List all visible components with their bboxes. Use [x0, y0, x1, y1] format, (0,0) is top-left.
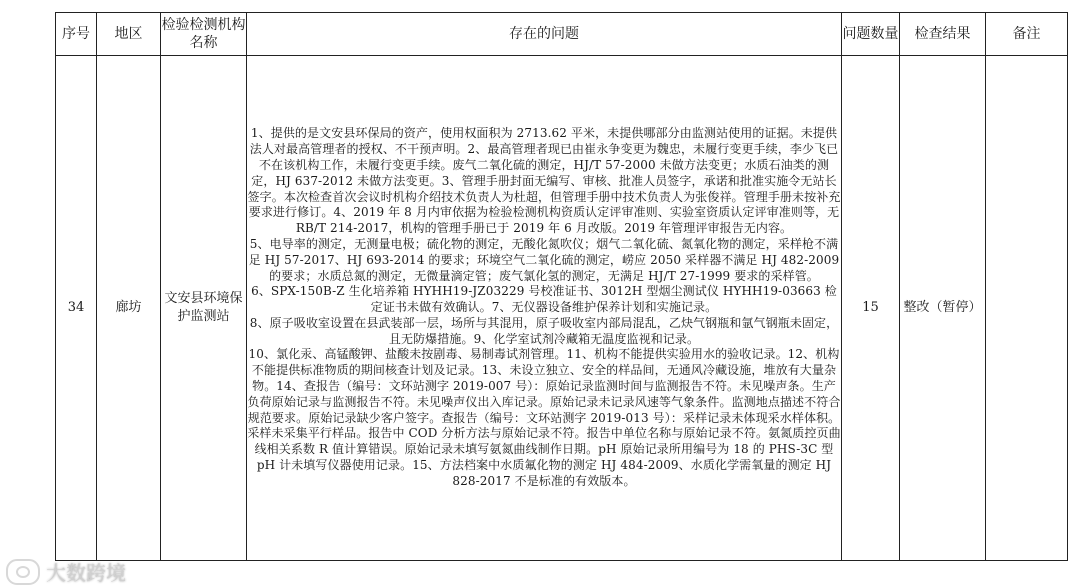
- header-issues: 存在的问题: [247, 13, 842, 56]
- issue-paragraph: 10、氯化汞、高锰酸钾、盐酸未按剧毒、易制毒试剂管理。11、机构不能提供实验用水的验收记录。12、机构不能提供标准物质的期间核查计划及记录。13、未设立独立、安全的样品间，无通风冷藏设施，堆放有大量杂物。14、查报告（编号：文环站测字 2019-007 号）：原始记录监测时间与监测报告不符。未见噪声条。生产负荷原始记录与监测报告不符。未见噪声仪出入库记录。原始记录未记录风速等气象条件。监测地点描述不符合规范要求。原始记录缺少客户签字。查报告（编号：文环站测字 2019-013 号）：采样记录未体现采水样体积。采样未采集平行样品。报告中 COD 分析方法与原始记录不符。报告中单位名称与原始记录不符。氨氮质控页曲线相关系数 R 值计算错误。原始记录未填写氨氮曲线制作日期。pH 原始记录所用编号为 18 的 PHS-3C 型 pH 计未填写仪器使用记录。15、方法档案中水质氟化物的测定 HJ 484-2009、水质化学需氧量的测定 HJ 828-2017 不是标准的有效版本。: [247, 347, 841, 488]
- row-count: 15: [842, 56, 900, 561]
- row-org: 文安县环境保护监测站: [161, 56, 247, 561]
- issue-paragraph: 6、SPX-150B-Z 生化培养箱 HYHH19-JZ03229 号校准证书、3012H 型烟尘测试仪 HYHH19-03663 检定证书未做有效确认。7、无仪器设备维护保养计划和实施记录。: [251, 284, 837, 315]
- row-remark: [986, 56, 1068, 561]
- issue-paragraph: 1、提供的是文安县环保局的资产，使用权面积为 2713.62 平米，未提供哪部分由监测站使用的证据。未提供法人对最高管理者的授权、不干预声明。2、最高管理者现已由崔永争变更为魏忠，未履行变更手续，李少飞已不在该机构工作，未履行变更手续。废气二氧化硫的测定，HJ/T 57-2000 未做方法变更；水质石油类的测定，HJ 637-2012 未做方法变更。3、管理手册封面无编写、审核、批准人员签字，承诺和批准实施令无站长签字。本次检查首次会议时机构介绍技术负责人为杜超，但管理手册中技术负责人为张俊祥。管理手册未按补充要求进行修订。4、2019 年 8 月内审依据为检验检测机构资质认定评审准则、实验室资质认定评审准则等，无 RB/T 214-2017，机构的管理手册已于 2019 年 6 月改版。2019 年管理评审报告无内容。: [247, 126, 841, 236]
- row-region: 廊坊: [97, 56, 161, 561]
- watermark-text: 大数跨境: [46, 561, 126, 585]
- header-seq: 序号: [56, 13, 97, 56]
- header-result: 检查结果: [900, 13, 986, 56]
- row-issues: [247, 56, 842, 561]
- issue-paragraph: 5、电导率的测定，无测量电极；硫化物的测定，无酸化氮吹仪；烟气二氧化硫、氮氧化物的测定，采样枪不满足 HJ 57-2017、HJ 693-2014 的要求；环境空气二氧化硫的测定，崂应 2050 采样器不满足 HJ 482-2009 的要求；水质总氮的测定，无微量滴定管；废气氯化氢的测定，无满足 HJ/T 27-1999 要求的采样管。: [248, 236, 840, 283]
- header-org: 检验检测机构名称: [161, 13, 247, 56]
- row-seq: 34: [56, 56, 97, 561]
- header-region: 地区: [97, 13, 161, 56]
- watermark: [6, 557, 126, 586]
- table-row: [56, 56, 1068, 561]
- row-result: 整改（暂停）: [900, 56, 986, 561]
- header-count: 问题数量: [842, 13, 900, 56]
- header-remark: 备注: [986, 13, 1068, 56]
- header-row: [56, 13, 1068, 56]
- issue-paragraph: 8、原子吸收室设置在县武装部一层，场所与其混用，原子吸收室内部局混乱，乙炔气钢瓶和氩气钢瓶未固定，且无防爆措施。9、化学室试剂冷藏箱无温度监视和记录。: [249, 315, 839, 346]
- logo-icon: [6, 559, 40, 585]
- inspection-table: [55, 12, 1068, 561]
